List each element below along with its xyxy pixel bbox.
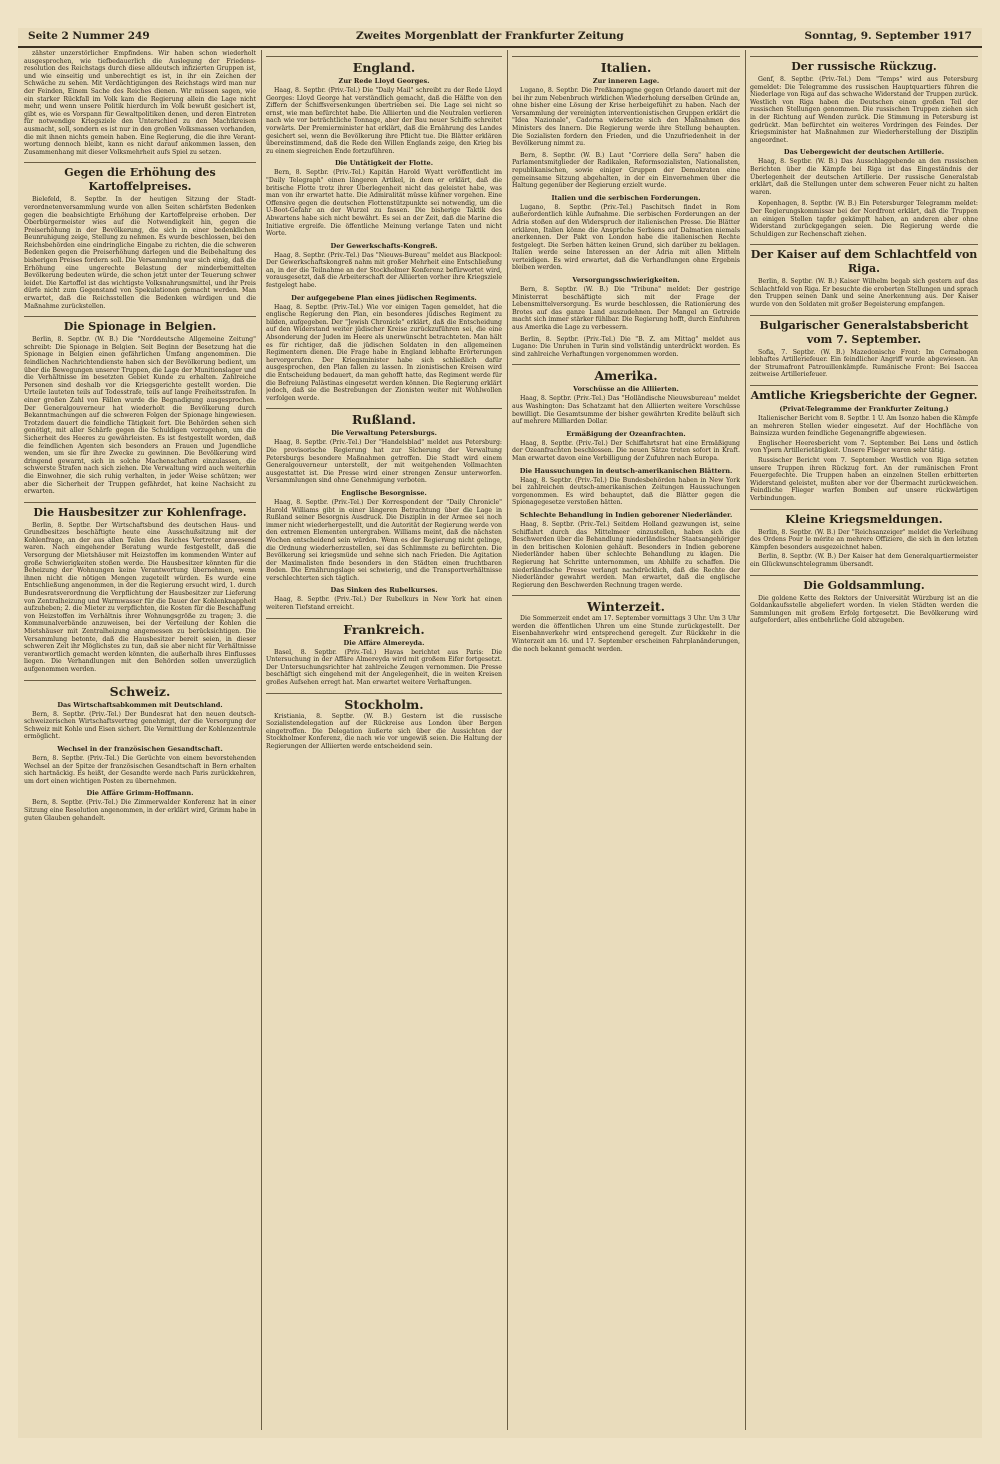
column-rule (507, 50, 508, 1430)
article-paragraph: Berlin, 8. Septbr. (W. B.) Die "Norddeutsche Allgemeine Zeitung" schreibt: Die Spionage in Belgien. Seit Beginn der Besetzung hat die Spionage in Belgien einen gefährlichen Umfang angenommen. Die feindlichen Nachrichtendienste haben sich der Bevölkerung bedient, um über die Bewegungen unserer Truppen, die Lage der Munitionslager und die Verhältnisse im besetzten Gebiet Kunde zu erhalten. Zahlreiche Personen sind deshalb vor die Kriegsgerichte gestellt worden. Die Urteile lauteten teils auf Todesstrafe, teils auf lange Freiheitsstrafen. In einer großen Zahl von Fällen wurde die Begnadigung ausgesprochen. Der Generalgouverneur hat wiederholt die Bevölkerung durch Bekanntmachungen auf die schweren Folgen der Spionage hingewiesen. Trotzdem dauert die feindliche Tätigkeit fort. Die Behörden sehen sich genötigt, mit aller Schärfe gegen die Schuldigen vorzugehen, um die Sicherheit des Heeres zu gewährleisten. Es ist festgestellt worden, daß die feindlichen Agenten sich besonders an Frauen und Jugendliche wenden, um sie für ihre Zwecke zu gewinnen. Die Bevölkerung wird dringend gewarnt, sich in solche Machenschaften einzulassen, die schwerste Strafen nach sich ziehen. Die Verwaltung wird auch weiterhin die Einwohner, die sich ruhig verhalten, in jeder Weise schützen; wer aber die Sicherheit der Truppen gefährdet, hat keine Nachsicht zu erwarten. (24, 336, 256, 496)
article (750, 385, 978, 503)
article-paragraph: Sofia, 7. Septbr. (W. B.) Mazedonische Front: Im Cernabogen lebhaftes Artilleriefeuer. Ein feindlicher Angriff wurde abgewiesen. An der Strumafront Patrouillenkämpfe. Rumänische Front: Bei Isaccea zeitweise Artilleriefeuer. (750, 348, 978, 379)
article-paragraph: Haag, 8. Septbr. (Priv.-Tel.) Der Rubelkurs in New York hat einen weiteren Tiefstand erreicht. (266, 596, 502, 612)
newspaper-page (18, 28, 982, 1438)
column-2 (266, 50, 502, 1435)
article (24, 316, 256, 495)
article-paragraph: Englischer Heeresbericht vom 7. September. Bei Lens und östlich von Ypern Artillerietätigkeit. Unsere Flieger waren sehr tätig. (750, 439, 978, 455)
article-heading: Der Kaiser auf dem Schlachtfeld von Riga. (750, 244, 978, 276)
article-paragraph: Bern, 8. Septbr. (Priv.-Tel.) Die Zimmerwalder Konferenz hat in einer Sitzung eine Resolution angenommen, in der erklärt wird, Grimm habe in guten Glauben gehandelt. (24, 799, 256, 822)
article-subheading: Der Gewerkschafts-Kongreß. (330, 241, 438, 250)
article (512, 56, 740, 148)
article-paragraph: Bern, 8. Septbr. (W. B.) Die "Tribuna" meldet: Der gestrige Ministerrat beschäftigte sich mit der Frage der Lebensmittelversorgung. Es wurde beschlossen, die Rationierung des Brotes auf das ganze Land auszudehnen. Der Mangel an Getreide macht sich immer stärker fühlbar. Die Regierung hofft, durch Einfuhren aus Amerika die Lage zu verbessern. (512, 286, 740, 332)
article-subheading: Wechsel in der französischen Gesandtschaft. (57, 744, 223, 753)
article-subheading: Die Untätigkeit der Flotte. (334, 159, 434, 168)
section-heading: Stockholm. (266, 693, 502, 712)
article (266, 618, 502, 687)
article-paragraph: Haag, 8. Septbr. (Priv.-Tel.) Das "Holländische Nieuwsbureau" meldet aus Washington: Das Schatzamt hat den Alliierten weitere Vorschüsse bewilligt. Die Gesamtsumme der bisher gewährten Kredite beläuft sich auf mehrere Milliarden Dollar. (512, 395, 740, 426)
article-heading: Der russische Rückzug. (750, 56, 978, 74)
article-paragraph: Haag, 8. Septbr. (Priv.-Tel.) Der Schiffahrtsrat hat eine Ermäßigung der Ozeanfrachten beschlossen. Die neuen Sätze treten sofort in Kraft. Man erwartet davon eine Verbilligung der Zufuhren nach Europa. (512, 439, 740, 462)
article-paragraph: Die goldene Kette des Rektors der Universität Würzburg ist an die Goldankaufsstelle abgeliefert worden. In vielen Städten werden die Sammlungen mit großem Erfolg fortgesetzt. Die Bevölkerung wird aufgefordert, alles entbehrliche Gold abzugeben. (750, 594, 978, 625)
article (512, 152, 740, 190)
article-paragraph: Haag, 8. Septbr. (W. B.) Das Ausschlaggebende an den russischen Berichten über die Kämpfe bei Riga ist das Eingeständnis der Überlegenheit der deutschen Artillerie. Der russische Generalstab erklärt, daß die Stellungen unter dem schweren Feuer nicht zu halten waren. (750, 158, 978, 196)
column-1 (24, 50, 256, 1435)
section-heading: Italien. (512, 56, 740, 75)
section-heading: Frankreich. (266, 618, 502, 637)
article (750, 315, 978, 379)
article-heading: Die Goldsammlung. (750, 575, 978, 593)
article-subheading: Schlechte Behandlung in Indien geborener Niederländer. (519, 510, 733, 519)
article-subheading: Der aufgegebene Plan eines jüdischen Regiments. (291, 293, 477, 302)
article (266, 586, 502, 611)
article (24, 789, 256, 822)
article-paragraph: Haag, 8. Septbr. (Priv.-Tel.) Die "Daily Mail" schreibt zu der Rede Lloyd Georges: Lloyd George hat verständlich gemacht, daß die Hälfte von den Ziffern der Schiffsversenkungen übertrieben sei. Die Lage sei nicht so ernst, wie man befürchtet habe. Die Alliierten und die Neutralen verlieren nach wie vor beträchtliche Tonnage, aber der Bau neuer Schiffe schreitet vorwärts. Der Premierminister hat erklärt, daß die Ernährung des Landes gesichert sei, wenn die Bevölkerung ihre Pflicht tue. Die Blätter erklären übereinstimmend, daß die Rede den Willen Englands zeige, den Krieg bis zu einem siegreichen Ende fortzuführen. (266, 87, 502, 155)
article-paragraph: Berlin, 8. Septbr. (W. B.) Der Kaiser hat dem Generalquartiermeister ein Glückwunschtelegramm übersandt. (750, 553, 978, 568)
article-heading: Kleine Kriegsmeldungen. (750, 509, 978, 527)
article-heading: Die Spionage in Belgien. (24, 316, 256, 334)
article-paragraph: Haag, 8. Septbr. (Priv.-Tel.) Der Korrespondent der "Daily Chronicle" Harold Williams gibt in einer längeren Betrachtung über die Lage in Rußland seiner Besorgnis Ausdruck. Die Disziplin in der Armee sei noch immer nicht wiederhergestellt, und die Autorität der Regierung werde von den extremen Elementen untergraben. Williams meint, daß die nächsten Wochen entscheidend sein würden. Wenn es der Regierung nicht gelinge, die Ordnung wiederherzustellen, sei das Schlimmste zu befürchten. Die Bevölkerung sei kriegsmüde und sehne sich nach Frieden. Die Agitation der Maximalisten finde besonders in den Städten einen fruchtbaren Boden. Die Ernährungslage sei schwierig, und die Transportverhältnisse verschlechterten sich täglich. (266, 498, 502, 582)
column-4 (750, 50, 978, 1435)
article (512, 595, 740, 653)
article-paragraph: Kopenhagen, 8. Septbr. (W. B.) Ein Petersburger Telegramm meldet: Der Regierungskommissar bei der Nordfront erklärt, daß die Truppen an einigen Stellen tapfer gekämpft haben, an anderen aber ohne Widerstand zurückgegangen seien. Die Regierung werde die Schuldigen zur Rechenschaft ziehen. (750, 200, 978, 238)
article (266, 693, 502, 751)
article-paragraph: Haag, 8. Septbr. (Priv.-Tel.) Wie vor einigen Tagen gemeldet, hat die englische Regierung den Plan, ein besonderes jüdisches Regiment zu bilden, aufgegeben. Der "Jewish Chronicle" erklärt, daß die Entscheidung auf den Widerstand weiter jüdischer Kreise zurückzuführen sei, die eine Absonderung der Juden im Heere als unerwünscht betrachteten. Man hält es für richtiger, daß die jüdischen Soldaten in den allgemeinen Regimentern dienen. Die Frage habe in England lebhafte Erörterungen hervorgerufen. Der Kriegsminister habe sich schließlich dafür ausgesprochen, den Plan fallen zu lassen. In zionistischen Kreisen wird die Entscheidung bedauert, da man gehofft hatte, das Regiment werde für die Befreiung Palästinas eingesetzt werden können. Die Regierung erklärt jedoch, daß sie die Bestrebungen der Zionisten weiter mit Wohlwollen verfolgen werde. (266, 303, 502, 402)
edition-title: Zweites Morgenblatt der Frankfurter Zeitung (356, 30, 624, 42)
article-subheading: Das Sinken des Rubelkurses. (330, 586, 438, 595)
article (750, 56, 978, 144)
article (512, 336, 740, 359)
article-subheading: Vorschüsse an die Alliierten. (573, 385, 679, 394)
article-heading: Die Hausbesitzer zur Kohlenfrage. (24, 502, 256, 520)
article (266, 159, 502, 237)
section-heading: England. (266, 56, 502, 75)
article-paragraph: Lugano, 8. Septbr. (Priv.-Tel.) Paschitsch findet in Rom außerordentlich kühle Aufnahme. Die serbischen Forderungen an der Adria stoßen auf den Widerspruch der italienischen Presse. Die Blätter erklären, Italien könne die Ansprüche Serbiens auf Dalmatien niemals anerkennen. Der Pakt von London habe die italienischen Rechte festgelegt. Die Serben hätten keinen Grund, sich darüber zu beklagen. Italien werde seine Interessen an der Adria mit allen Mitteln verteidigen. Es wird erwartet, daß die Verhandlungen ohne Ergebnis bleiben werden. (512, 203, 740, 272)
article-paragraph: Berlin, 8. Septbr. (W. B.) Kaiser Wilhelm begab sich gestern auf das Schlachtfeld von Riga. Er besuchte die eroberten Stellungen und sprach den Truppen seinen Dank und seine Anerkennung aus. Der Kaiser wurde von den Soldaten mit großer Begeisterung empfangen. (750, 278, 978, 309)
article (24, 680, 256, 741)
article-subheading: Das Wirtschaftsabkommen mit Deutschland. (57, 700, 223, 709)
article-heading: Amtliche Kriegsberichte der Gegner. (750, 385, 978, 403)
article-paragraph: Lugano, 8. Septbr. Die Preßkampagne gegen Orlando dauert mit der bei ihr zum Nebenbruch wirklichen Wiederholung derselben Gründe an, ohne bisher eine Lösung der Krise herbeigeführt zu haben. Nach der Versammlung der vereinigten interventionistischen Gruppen erklärt die "Idea Nazionale", Cadorna widersetze sich den Maßnahmen des Ministers des Innern. Die Regierung werde ihre Stellung behaupten. Die Sozialisten fordern den Frieden, und die Unzufriedenheit in der Bevölkerung nimmt zu. (512, 87, 740, 148)
section-heading: Amerika. (512, 364, 740, 383)
article (750, 148, 978, 196)
article (24, 50, 256, 156)
article (512, 511, 740, 589)
article-subheading: Versorgungsschwierigkeiten. (572, 276, 680, 285)
article-paragraph: Genf, 8. Septbr. (Priv.-Tel.) Dem "Temps" wird aus Petersburg gemeldet: Die Telegramme des russischen Hauptquartiers führen die Niederlage von Riga auf das schwache Widerstand der Truppen zurück. Westlich von Riga haben die Deutschen einen großen Teil der russischen Stellungen genommen. Die russischen Truppen ziehen sich in der Richtung auf Wenden zurück. Die Stimmung in Petersburg ist gedrückt. Man befürchtet ein weiteres Vordringen des Feindes. Der Kriegsminister hat Maßnahmen zur Wiederherstellung der Disziplin angeordnet. (750, 76, 978, 144)
column-rule (261, 50, 262, 1430)
article-paragraph: Haag, 8. Septbr. (Priv.-Tel.) Der "Handelsblad" meldet aus Petersburg: Die provisorische Regierung hat zur Sicherung der Verwaltung Petersburgs besondere Maßnahmen getroffen. Die Stadt wird einem Generalgouverneur unterstellt, der mit weitgehenden Vollmachten ausgestattet ist. Die Presse wird einer strengen Zensur unterworfen. Versammlungen sind ohne Genehmigung verboten. (266, 439, 502, 485)
article-paragraph: Haag, 8. Septbr. (Priv.-Tel.) Die Bundesbehörden haben in New York bei zahlreichen deutsch-amerikanischen Zeitungen Haussuchungen vorgenommen. Es wird behauptet, daß die Blätter gegen die Spionagegesetze verstoßen hätten. (512, 476, 740, 507)
column-rule (745, 50, 746, 1430)
article (266, 294, 502, 403)
article-paragraph: zähster unzerstörlicher Empfindens. Wir haben schon wiederholt ausgesprochen, wie tiefbedauerlich die Auslegung der Friedensresolution des Reichstags durch diese alldeutsch infizierten Gruppen ist, und wie einseitig und unberechtigt es ist, in ihr ein Zeichen der Schwäche zu sehen. Mit Verdächtigungen des Reichstags wird man nur der Feinden, Einem Sache des Reiches dienen. Wir müssen sagen, wie ein starker Rückfall im Volk kam die Regierung allein die Lage nicht mehr, und wenn unsere Politik hierdurch im Volk bewußt gesichert ist, gibt es, wie es Vorspann für Gewaltpolitiken denen, und deren Eintreten für notwendige Kriegsziele den Unterschied zu den Machtkreisen ausmacht, soll, sondern es ist nur in den großen Volksmassen vorhanden, die mit ihnen nichts gemein haben. Eine Regierung, die die ihre Verantwortung dennoch bleibt, kann es nicht darauf ankommen lassen, den Zusammenhang mit dieser Volksmehrheit aufs Spiel zu setzen. (24, 50, 256, 156)
article-paragraph: Basel, 8. Septbr. (Priv.-Tel.) Havas berichtet aus Paris: Die Untersuchung in der Affäre Almereyda wird mit großem Eifer fortgesetzt. Der Untersuchungsrichter hat zahlreiche Zeugen vernommen. Die Presse beschäftigt sich eingehend mit der Angelegenheit, die in weiten Kreisen großes Aufsehen erregt hat. Man erwartet weitere Verhaftungen. (266, 648, 502, 687)
article (24, 162, 256, 310)
article-paragraph: Die Sommerzeit endet am 17. September vormittags 3 Uhr. Um 3 Uhr werden die öffentlichen Uhren um eine Stunde zurückgestellt. Der Eisenbahnverkehr wird entsprechend geregelt. Zur Rückkehr in die Winterzeit am 16. und 17. September erscheinen Fahrplanänderungen, die noch bekannt gemacht werden. (512, 615, 740, 653)
article-paragraph: Berlin, 8. Septbr. (Priv.-Tel.) Die "B. Z. am Mittag" meldet aus Lugano: Die Unruhen in Turin sind vollständig unterdrückt worden. Es sind zahlreiche Verhaftungen vorgenommen worden. (512, 335, 740, 358)
article (266, 408, 502, 485)
article (512, 276, 740, 332)
article-subheading: Das Uebergewicht der deutschen Artillerie. (783, 148, 945, 157)
columns (18, 50, 982, 1435)
article-subheading: Die Affäre Almereyda. (343, 638, 425, 647)
article-subheading: Zur Rede Lloyd Georges. (338, 77, 430, 85)
article (512, 364, 740, 425)
article (750, 200, 978, 238)
article (266, 56, 502, 155)
article-paragraph: Haag, 8. Septbr. (Priv.-Tel.) Das "Nieuws-Bureau" meldet aus Blackpool: Der Gewerkschaftskongreß nahm mit großer Mehrheit eine Entschließung an, in der die Teilnahme an der Stockholmer Konferenz befürwortet wird, vorausgesetzt, daß die Arbeiterschaft der Alliierten vorher ihre Kriegsziele festgelegt habe. (266, 251, 502, 290)
article (512, 194, 740, 272)
article (512, 467, 740, 507)
article-heading: Gegen die Erhöhung des Kartoffelpreises. (24, 162, 256, 194)
masthead (18, 28, 982, 48)
page-number: Seite 2 Nummer 249 (28, 30, 150, 42)
article (750, 244, 978, 308)
article (266, 242, 502, 290)
article-paragraph: Berlin, 8. Septbr. Der Wirtschaftsbund des deutschen Haus- und Grundbesitzes beschäftigte heute eine Ausschußsitzung mit der Kohlenfrage, an der aus allen Teilen des Reiches Vertreter anwesend waren. Nach eingehender Beratung wurde festgestellt, daß die Versorgung der Mietshäuser mit Heizstoffen im kommenden Winter auf große Schwierigkeiten stoßen werde. Die Hausbesitzer könnten für die Beheizung der Wohnungen keine Verantwortung übernehmen, wenn ihnen nicht die nötigen Mengen zugeteilt würden. Es wurde eine Entschließung angenommen, in der die Regierung ersucht wird, 1. durch Bundesratsverordnung die Verpflichtung der Hausbesitzer zur Lieferung von Zentralheizung und Warmwasser für die Dauer der Kohlenknappheit aufzuheben; 2. die Mieter zu verpflichten, die Kosten für die Beschaffung von Heizstoffen im Verhältnis ihrer Wohnungsgröße zu tragen; 3. die Kommunalverbände anzuweisen, bei der Verteilung der Kohlen die Mietshäuser mit Zentralheizung angemessen zu berücksichtigen. Die Versammlung betonte, daß die Hausbesitzer bereit seien, in dieser schweren Zeit ihr Möglichstes zu tun, daß sie aber nicht für Verhältnisse verantwortlich gemacht werden könnten, die außerhalb ihres Einflusses liegen. Die Verhandlungen mit den Behörden sollen unverzüglich aufgenommen werden. (24, 521, 256, 673)
section-heading: Winterzeit. (512, 595, 740, 614)
article-subheading: (Privat-Telegramme der Frankfurter Zeitung.) (779, 405, 949, 414)
article (266, 489, 502, 583)
section-heading: Schweiz. (24, 680, 256, 699)
article-subheading: Die Affäre Grimm-Hoffmann. (86, 789, 194, 798)
article-subheading: Die Haussuchungen in deutsch-amerikanischen Blättern. (519, 466, 733, 475)
column-3 (512, 50, 740, 1435)
article-paragraph: Haag, 8. Septbr. (Priv.-Tel.) Seitdem Holland gezwungen ist, seine Schiffahrt durch das Mittelmeer einzustellen, haben sich die Beschwerden über die Behandlung niederländischer Staatsangehöriger in den britischen Kolonien gehäuft. Besonders in Indien geborene Niederländer haben über schlechte Behandlung zu klagen. Die Regierung hat Schritte unternommen, um Abhilfe zu schaffen. Die niederländische Presse verlangt nachdrücklich, daß die Rechte der Niederländer gewahrt werden. Man erwartet, daß die englische Regierung den Beschwerden Rechnung tragen werde. (512, 520, 740, 589)
article-subheading: Englische Besorgnisse. (341, 488, 427, 497)
article-paragraph: Bern, 8. Septbr. (Priv.-Tel.) Der Bundesrat hat den neuen deutsch-schweizerischen Wirtschaftsvertrag genehmigt, der die Versorgung der Schweiz mit Kohle und Eisen sichert. Die Vermittlung der Kohlenzentrale ermöglicht. (24, 710, 256, 741)
article-paragraph: Bern, 8. Septbr. (Priv.-Tel.) Kapitän Harold Wyatt veröffentlicht im "Daily Telegraph" einen längeren Artikel, in dem er erklärt, daß die britische Flotte trotz ihrer Überlegenheit nicht das geleistet habe, was man von ihr erwartet hatte. Die Admiralität müsse kühner vorgehen. Eine Offensive gegen die deutschen Flottenstützpunkte sei notwendig, um die U-Boot-Gefahr an der Wurzel zu fassen. Die bisherige Taktik des Abwartens habe sich nicht bewährt. Es sei an der Zeit, daß die Marine die Initiative ergreife. Die öffentliche Meinung verlange Taten und nicht Worte. (266, 169, 502, 238)
article-subheading: Zur inneren Lage. (592, 77, 660, 85)
issue-date: Sonntag, 9. September 1917 (804, 30, 972, 42)
article-heading: Bulgarischer Generalstabsbericht vom 7. September. (750, 315, 978, 347)
article-paragraph: Berlin, 8. Septbr. (W. B.) Der "Reichsanzeiger" meldet die Verleihung des Ordens Pour le mérite an mehrere Offiziere, die sich in den letzten Kämpfen besonders ausgezeichnet haben. (750, 528, 978, 551)
article-paragraph: Kristiania, 8. Septbr. (W. B.) Gestern ist die russische Sozialistendelegation auf der Rückreise aus London über Bergen eingetroffen. Die Delegation äußerte sich über die Aussichten der Stockholmer Konferenz, die nach wie vor ungewiß seien. Die Haltung der Regierungen der Alliierten werde entscheidend sein. (266, 712, 502, 750)
article-paragraph: Bern, 8. Septbr. (W. B.) Laut "Corriere della Sera" haben die Parlamentsmitglieder der Radikalen, Reformsozialisten, Nationalisten, republikanischen, sowie einiger Gruppen der Demokraten eine gemeinsame Sitzung abgehalten, in der ein Einvernehmen über die Haltung gegenüber der Regierung erzielt wurde. (512, 151, 740, 190)
article (512, 430, 740, 463)
article (24, 745, 256, 785)
article-paragraph: Italienischer Bericht vom 8. Septbr. 1 U. Am Isonzo haben die Kämpfe an mehreren Stellen wieder eingesetzt. Auf der Hochfläche von Bainsizza wurden feindliche Gegenangriffe abgewiesen. (750, 415, 978, 438)
article (24, 502, 256, 674)
article-subheading: Italien und die serbischen Forderungen. (551, 193, 701, 202)
article-subheading: Ermäßigung der Ozeanfrachten. (566, 429, 686, 438)
article-paragraph: Bielefeld, 8. Septbr. In der heutigen Sitzung der Stadtverordnetenversammlung wurde von allen Seiten schärfsten Bedenken gegen die beabsichtigte Erhöhung der Kartoffelpreise erhoben. Der Oberbürgermeister wies auf die Notwendigkeit hin, gegen die Preiserhöhung in der Bevölkerung, die sich in einer bedenklichen Beunruhigung zeige, Stellung zu nehmen. Es wurde beschlossen, bei den Reichsbehörden eine eindringliche Eingabe zu richten, die die schweren Bedenken gegen die Preiserhöhung darlegen und die Beibehaltung des bisherigen Preises fordern soll. Die Versammlung war sich einig, daß die Erhöhung eine ungerechte Belastung der minderbemittelten Bevölkerung bedeuten würde, die schon jetzt unter der Teuerung schwer leidet. Die Kartoffel ist das wichtigste Volksnahrungsmittel, und ihr Preis dürfe nicht zum Gegenstand von Spekulationen gemacht werden. Man erwartet, daß die Reichsstellen die Bedenken würdigen und die Maßnahme zurückstellen. (24, 196, 256, 310)
article-paragraph: Russischer Bericht vom 7. September. Westlich von Riga setzten unsere Truppen ihren Rückzug fort. An der rumänischen Front Feuergefechte. Die Truppen haben an einzelnen Stellen erbitterten Widerstand geleistet, mußten aber vor der Übermacht zurückweichen. Feindliche Flieger warfen Bomben auf unsere rückwärtigen Verbindungen. (750, 457, 978, 502)
article (750, 575, 978, 625)
article (750, 509, 978, 569)
article-subheading: Die Verwaltung Petersburgs. (331, 429, 437, 438)
section-heading: Rußland. (266, 408, 502, 427)
article-paragraph: Bern, 8. Septbr. (Priv.-Tel.) Die Gerüchte von einem bevorstehenden Wechsel an der Spitze der französischen Gesandtschaft in Bern erhalten sich hartnäckig. Es heißt, der Gesandte werde nach Paris zurückkehren, um dort einen wichtigen Posten zu übernehmen. (24, 754, 256, 785)
